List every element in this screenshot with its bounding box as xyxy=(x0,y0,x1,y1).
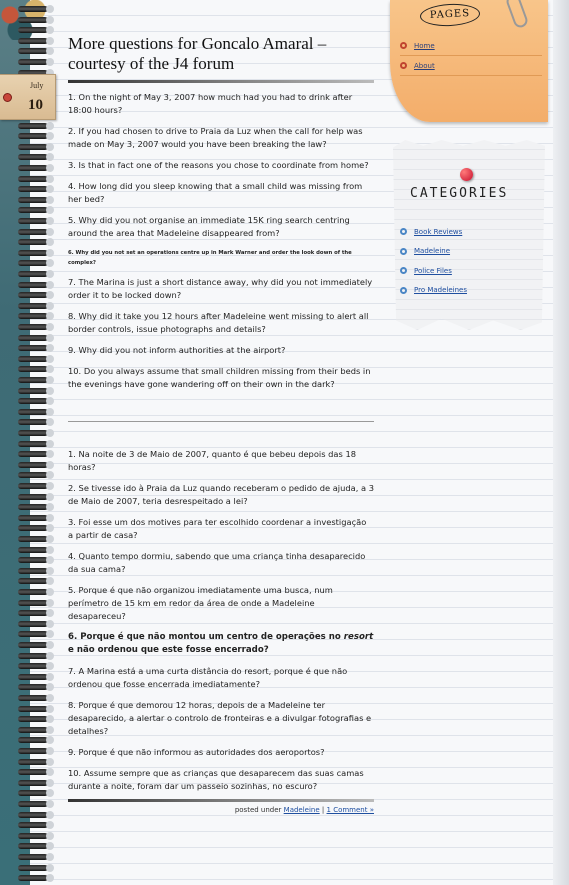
binding-hole xyxy=(46,164,54,172)
binding-hole xyxy=(46,16,54,24)
category-pro-madeleines-link[interactable]: Pro Madeleines xyxy=(414,286,467,295)
bullet-icon xyxy=(400,267,407,274)
binding-hole xyxy=(46,5,54,13)
spiral-ring xyxy=(18,695,48,701)
binding-hole xyxy=(46,217,54,225)
binding-hole xyxy=(46,47,54,55)
spiral-ring xyxy=(18,123,48,129)
binding-hole xyxy=(46,429,54,437)
categories-heading: CATEGORIES xyxy=(410,186,509,201)
spiral-ring xyxy=(18,345,48,351)
pushpin-icon xyxy=(460,168,473,181)
binding-hole xyxy=(46,482,54,490)
question-pt: 10. Assume sempre que as crianças que desaparecem das suas camas durante a noite, foram dar um passeio sozinhas, no escuro? xyxy=(68,768,364,791)
spiral-ring xyxy=(18,59,48,65)
binding-hole xyxy=(46,37,54,45)
comments-link[interactable]: 1 Comment » xyxy=(326,806,374,814)
categories-list xyxy=(400,222,540,300)
question-en: 8. Why did it take you 12 hours after Madeleine went missing to alert all border controls, issue photographs and details? xyxy=(68,311,369,334)
spiral-ring xyxy=(18,790,48,796)
question-pt: 2. Se tivesse ido à Praia da Luz quando receberam o pedido de ajuda, a 3 de Maio de 2007, teria desrespeitado a lei? xyxy=(68,483,374,506)
spiral-binding xyxy=(18,0,54,885)
spiral-ring xyxy=(18,833,48,839)
about-link[interactable]: About xyxy=(414,61,435,70)
category-police-files-link[interactable]: Police Files xyxy=(414,266,452,275)
spiral-ring xyxy=(18,706,48,712)
binding-hole xyxy=(46,238,54,246)
binding-hole xyxy=(46,344,54,352)
spiral-ring xyxy=(18,610,48,616)
spiral-ring xyxy=(18,759,48,765)
binding-hole xyxy=(46,736,54,744)
spiral-ring xyxy=(18,398,48,404)
spiral-ring xyxy=(18,547,48,553)
binding-hole xyxy=(46,821,54,829)
question-en: 5. Why did you not organise an immediate 15K ring search centring around the area that Madeleine disappeared from? xyxy=(68,215,350,238)
binding-hole xyxy=(46,641,54,649)
binding-hole xyxy=(46,514,54,522)
category-madeleine-link[interactable]: Madeleine xyxy=(414,247,451,256)
binding-hole xyxy=(46,630,54,638)
question-en: 3. Is that in fact one of the reasons you chose to coordinate from home? xyxy=(68,160,369,170)
question-pt: 6. Porque é que não montou um centro de operações no resort e não ordenou que este fosse encerrado? xyxy=(68,632,374,655)
spiral-ring xyxy=(18,38,48,44)
spiral-ring xyxy=(18,822,48,828)
binding-hole xyxy=(46,832,54,840)
question-pt: 9. Porque é que não informou as autoridades dos aeroportos? xyxy=(68,747,325,757)
spiral-ring xyxy=(18,631,48,637)
spiral-ring xyxy=(18,472,48,478)
binding-hole xyxy=(46,811,54,819)
spiral-ring xyxy=(18,462,48,468)
binding-hole xyxy=(46,524,54,532)
binding-hole xyxy=(46,556,54,564)
spiral-ring xyxy=(18,186,48,192)
date-tab xyxy=(0,74,56,120)
binding-hole xyxy=(46,440,54,448)
binding-hole xyxy=(46,461,54,469)
bullet-icon xyxy=(400,228,407,235)
binding-hole xyxy=(46,662,54,670)
spiral-ring xyxy=(18,525,48,531)
spiral-ring xyxy=(18,218,48,224)
binding-hole xyxy=(46,705,54,713)
paperclip-icon xyxy=(505,0,530,29)
spiral-ring xyxy=(18,621,48,627)
spiral-ring xyxy=(18,716,48,722)
spiral-ring xyxy=(18,27,48,33)
spiral-ring xyxy=(18,727,48,733)
binding-hole xyxy=(46,779,54,787)
spiral-ring xyxy=(18,642,48,648)
binding-hole xyxy=(46,768,54,776)
binding-hole xyxy=(46,418,54,426)
spiral-ring xyxy=(18,684,48,690)
spiral-ring xyxy=(18,578,48,584)
spiral-ring xyxy=(18,409,48,415)
question-pt: 3. Foi esse um dos motives para ter escolhido coordenar a investigação a partir de casa? xyxy=(68,517,367,540)
spiral-ring xyxy=(18,557,48,563)
spiral-ring xyxy=(18,48,48,54)
spiral-ring xyxy=(18,674,48,680)
spiral-ring xyxy=(18,133,48,139)
binding-hole xyxy=(46,408,54,416)
binding-hole xyxy=(46,323,54,331)
spiral-ring xyxy=(18,260,48,266)
pin-icon xyxy=(3,93,12,102)
category-item xyxy=(400,281,540,301)
binding-hole xyxy=(46,874,54,882)
binding-hole xyxy=(46,270,54,278)
spiral-ring xyxy=(18,154,48,160)
binding-hole xyxy=(46,281,54,289)
spiral-ring xyxy=(18,419,48,425)
spiral-ring xyxy=(18,536,48,542)
spiral-ring xyxy=(18,430,48,436)
binding-hole xyxy=(46,673,54,681)
footer-rule xyxy=(68,799,374,802)
pages-widget xyxy=(390,0,548,122)
question-en: 4. How long did you sleep knowing that a small child was missing from her bed? xyxy=(68,181,363,204)
spiral-ring xyxy=(18,494,48,500)
bullet-icon xyxy=(400,248,407,255)
binding-hole xyxy=(46,747,54,755)
binding-hole xyxy=(46,577,54,585)
binding-hole xyxy=(46,153,54,161)
binding-hole xyxy=(46,175,54,183)
spiral-ring xyxy=(18,441,48,447)
binding-hole xyxy=(46,376,54,384)
binding-hole xyxy=(46,26,54,34)
question-pt: 4. Quanto tempo dormiu, sabendo que uma criança tinha desaparecido da sua cama? xyxy=(68,551,366,574)
spiral-ring xyxy=(18,17,48,23)
binding-hole xyxy=(46,334,54,342)
binding-hole xyxy=(46,503,54,511)
binding-hole xyxy=(46,789,54,797)
spiral-ring xyxy=(18,303,48,309)
binding-hole xyxy=(46,694,54,702)
date-month: July xyxy=(30,81,44,90)
spiral-ring xyxy=(18,176,48,182)
spiral-ring xyxy=(18,356,48,362)
spiral-ring xyxy=(18,451,48,457)
binding-hole xyxy=(46,397,54,405)
spiral-ring xyxy=(18,663,48,669)
spiral-ring xyxy=(18,335,48,341)
question-en: 6. Why did you not set an operations centre up in Mark Warner and order the look down of the complex? xyxy=(68,250,352,266)
spiral-ring xyxy=(18,313,48,319)
bullet-icon xyxy=(400,287,407,294)
spiral-ring xyxy=(18,589,48,595)
spiral-ring xyxy=(18,388,48,394)
spiral-ring xyxy=(18,229,48,235)
binding-hole xyxy=(46,546,54,554)
spiral-ring xyxy=(18,239,48,245)
page-edge xyxy=(553,0,569,885)
binding-hole xyxy=(46,652,54,660)
binding-hole xyxy=(46,758,54,766)
category-item xyxy=(400,261,540,281)
spiral-ring xyxy=(18,515,48,521)
binding-hole xyxy=(46,249,54,257)
question-pt: 1. Na noite de 3 de Maio de 2007, quanto é que bebeu depois das 18 horas? xyxy=(68,449,357,472)
spiral-ring xyxy=(18,748,48,754)
binding-hole xyxy=(46,291,54,299)
binding-hole xyxy=(46,450,54,458)
spiral-ring xyxy=(18,653,48,659)
spiral-ring xyxy=(18,483,48,489)
question-en: 2. If you had chosen to drive to Praia da Luz when the call for help was made on May 3, 2007 would you have been breaking the law? xyxy=(68,126,363,149)
spiral-ring xyxy=(18,865,48,871)
binding-hole xyxy=(46,609,54,617)
spiral-ring xyxy=(18,144,48,150)
binding-hole xyxy=(46,365,54,373)
spiral-ring xyxy=(18,504,48,510)
spiral-ring xyxy=(18,250,48,256)
binding-hole xyxy=(46,715,54,723)
binding-hole xyxy=(46,842,54,850)
category-book-reviews-link[interactable]: Book Reviews xyxy=(414,227,463,236)
binding-hole xyxy=(46,800,54,808)
bullet-icon xyxy=(400,62,407,69)
binding-hole xyxy=(46,302,54,310)
home-link[interactable]: Home xyxy=(414,41,435,50)
binding-hole xyxy=(46,259,54,267)
binding-hole xyxy=(46,588,54,596)
spiral-ring xyxy=(18,6,48,12)
question-en: 9. Why did you not inform authorities at the airport? xyxy=(68,345,286,355)
binding-hole xyxy=(46,185,54,193)
post-title: More questions for Goncalo Amaral – courtesy of the J4 forum xyxy=(68,34,327,73)
spiral-ring xyxy=(18,780,48,786)
pages-item-about xyxy=(400,56,542,76)
spiral-ring xyxy=(18,324,48,330)
spiral-ring xyxy=(18,843,48,849)
binding-hole xyxy=(46,228,54,236)
category-item xyxy=(400,242,540,262)
binding-hole xyxy=(46,355,54,363)
date-day: 10 xyxy=(28,97,43,113)
spiral-ring xyxy=(18,812,48,818)
spiral-ring xyxy=(18,165,48,171)
binding-hole xyxy=(46,535,54,543)
footer-divider: | xyxy=(321,806,325,814)
footer-prefix: posted under xyxy=(234,806,282,814)
spiral-ring xyxy=(18,854,48,860)
binding-hole xyxy=(46,58,54,66)
spiral-ring xyxy=(18,292,48,298)
question-pt: 8. Porque é que demorou 12 horas, depois de a Madeleine ter desaparecido, a alertar o controlo de fronteiras e a divulgar fotografias e detalhes? xyxy=(68,700,372,736)
question-en: 7. The Marina is just a short distance away, why did you not immediately order it to be locked down? xyxy=(68,277,373,300)
binding-hole xyxy=(46,493,54,501)
pages-item-home xyxy=(400,36,542,56)
category-link[interactable]: Madeleine xyxy=(283,806,320,814)
spiral-ring xyxy=(18,769,48,775)
post xyxy=(68,34,374,814)
questions-english xyxy=(68,91,374,391)
binding-hole xyxy=(46,864,54,872)
pages-list xyxy=(400,36,542,76)
section-divider xyxy=(68,421,374,422)
binding-hole xyxy=(46,599,54,607)
post-footer xyxy=(68,806,374,814)
binding-hole xyxy=(46,196,54,204)
spiral-ring xyxy=(18,737,48,743)
spiral-ring xyxy=(18,207,48,213)
binding-hole xyxy=(46,567,54,575)
binding-hole xyxy=(46,471,54,479)
spiral-ring xyxy=(18,366,48,372)
binding-hole xyxy=(46,312,54,320)
binding-hole xyxy=(46,683,54,691)
spiral-ring xyxy=(18,801,48,807)
spiral-ring xyxy=(18,568,48,574)
binding-hole xyxy=(46,620,54,628)
binding-hole xyxy=(46,132,54,140)
bullet-icon xyxy=(400,42,407,49)
question-en: 10. Do you always assume that small children missing from their beds in the evenings have gone wandering off on their own in the dark? xyxy=(68,366,371,389)
question-pt: 7. A Marina está a uma curta distância do resort, porque é que não ordenou que fosse encerrada imediatamente? xyxy=(68,666,348,689)
spiral-ring xyxy=(18,875,48,881)
binding-hole xyxy=(46,143,54,151)
category-item xyxy=(400,222,540,242)
pages-heading: PAGES xyxy=(419,2,480,27)
question-pt: 5. Porque é que não organizou imediatamente uma busca, num perímetro de 15 km em redor da área de onde a Madeleine desapareceu? xyxy=(68,585,333,621)
binding-hole xyxy=(46,853,54,861)
question-en: 1. On the night of May 3, 2007 how much had you had to drink after 18:00 hours? xyxy=(68,92,353,115)
binding-hole xyxy=(46,726,54,734)
binding-hole xyxy=(46,387,54,395)
questions-portuguese xyxy=(68,448,374,793)
spiral-ring xyxy=(18,600,48,606)
title-rule xyxy=(68,80,374,83)
spiral-ring xyxy=(18,271,48,277)
binding-hole xyxy=(46,122,54,130)
spiral-ring xyxy=(18,282,48,288)
binding-hole xyxy=(46,206,54,214)
spiral-ring xyxy=(18,197,48,203)
spiral-ring xyxy=(18,377,48,383)
